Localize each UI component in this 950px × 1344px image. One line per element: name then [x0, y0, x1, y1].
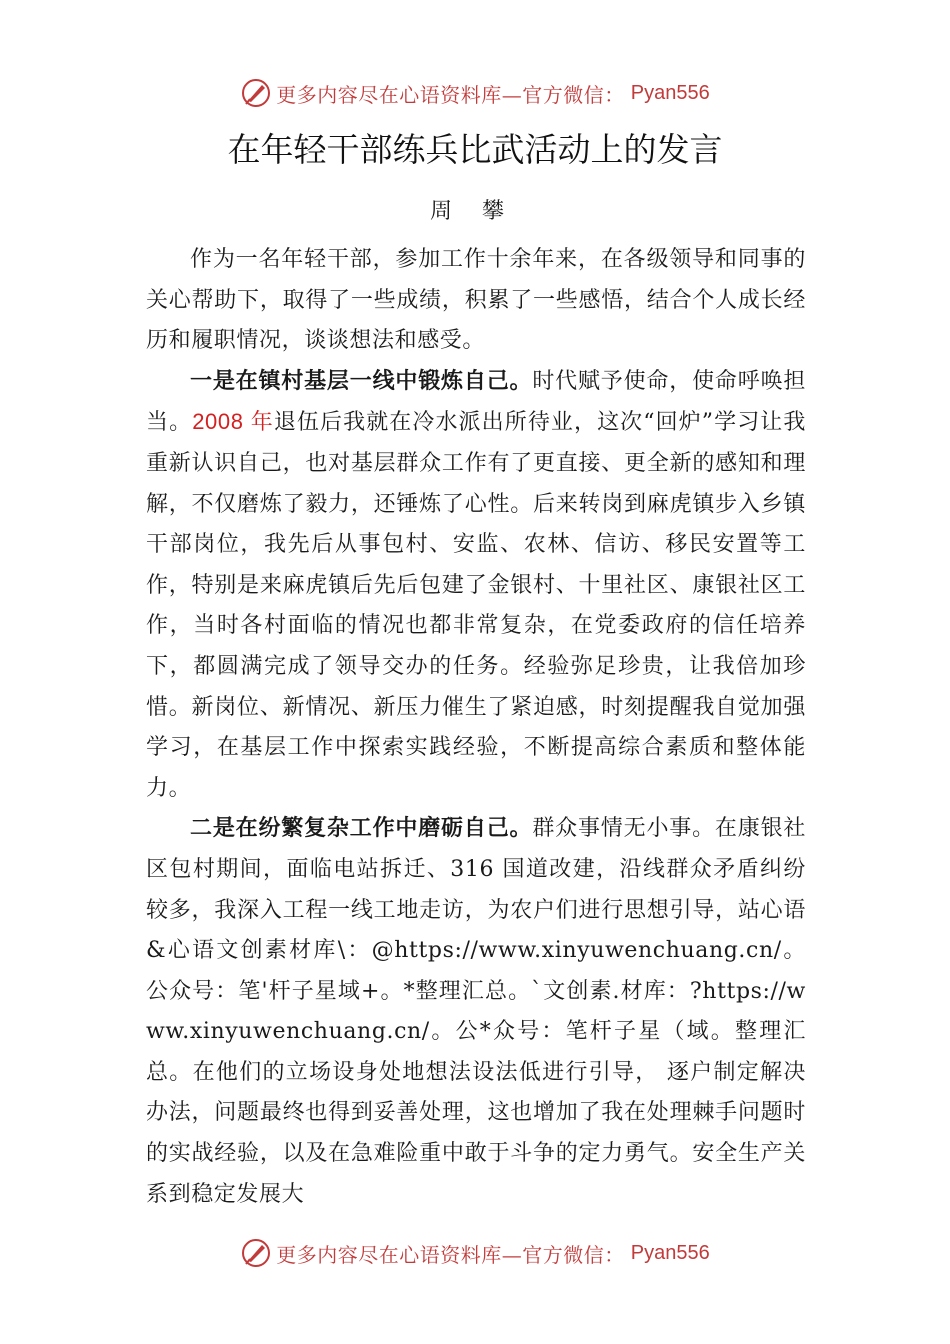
paragraph-lead: 一是在镇村基层一线中锻炼自己。 [190, 368, 533, 394]
header-banner [0, 76, 950, 110]
paragraph-text: 作为一名年轻干部，参加工作十余年来，在各级领导和同事的关心帮助下，取得了一些成绩，积累了一些感悟，结合个人成长经历和履职情况，谈谈想法和感受。 [146, 247, 806, 354]
banner-wechat-id: Pyan556 [630, 81, 710, 104]
document-body [146, 240, 806, 1215]
document-author: 周攀 [429, 199, 534, 224]
paragraph-text: 时代赋予使命，使命呼唤担当。 [146, 368, 806, 436]
footer-banner [0, 1236, 950, 1270]
paragraph-text: 群众事情无小事。在康银社区包村期间，面临电站拆迁、316 国道改建，沿线群众矛盾纠纷较多，我深入工程一线工地走访，为农户们进行思想引导，站心语&心语文创素材库\：@https://www.xinyuwenchuang.cn/。公众号：笔'杆子星域+。*整理汇总。`文创素.材库：?https://www.xinyuwenchuang.cn/。公*众号：笔杆子星（域。整理汇总。在他们的立场设身处地想法设法低进行引导， 逐户制定解决办法，问题最终也得到妥善处理，这也增加了我在处理棘手问题时的实战经验，以及在急难险重中敢于斗争的定力勇气。安全生产关系到稳定发展大 [146, 816, 806, 1207]
banner-text: 更多内容尽在心语资料库—官方微信： [276, 1242, 625, 1267]
quill-logo-icon [240, 1237, 272, 1269]
banner-text: 更多内容尽在心语资料库—官方微信： [276, 82, 625, 107]
paragraph-text: 退伍后我就在冷水派出所待业，这次“回炉”学习让我重新认识自己，也对基层群众工作有了更直接、更全新的感知和理解，不仅磨炼了毅力，还锤炼了心性。后来转岗到麻虎镇步入乡镇干部岗位，我先后从事包村、安监、农林、信访、移民安置等工作，特别是来麻虎镇后先后包建了金银村、十里社区、康银社区工作，当时各村面临的情况也都非常复杂，在党委政府的信任培养下，都圆满完成了领导交办的任务。经验弥足珍贵，让我倍加珍惜。新岗位、新情况、新压力催生了紧迫感，时刻提醒我自觉加强学习，在基层工作中探索实践经验，不断提高综合素质和整体能力。 [146, 410, 806, 801]
paragraph-one [146, 362, 806, 810]
year-highlight: 2008 年 [192, 409, 274, 435]
paragraph-intro [146, 240, 806, 362]
paragraph-lead: 二是在纷繁复杂工作中磨砺自己。 [190, 816, 533, 842]
document-title: 在年轻干部练兵比武活动上的发言 [227, 130, 723, 169]
banner-wechat-id: Pyan556 [630, 1241, 710, 1264]
quill-logo-icon [240, 77, 272, 109]
paragraph-two [146, 809, 806, 1215]
